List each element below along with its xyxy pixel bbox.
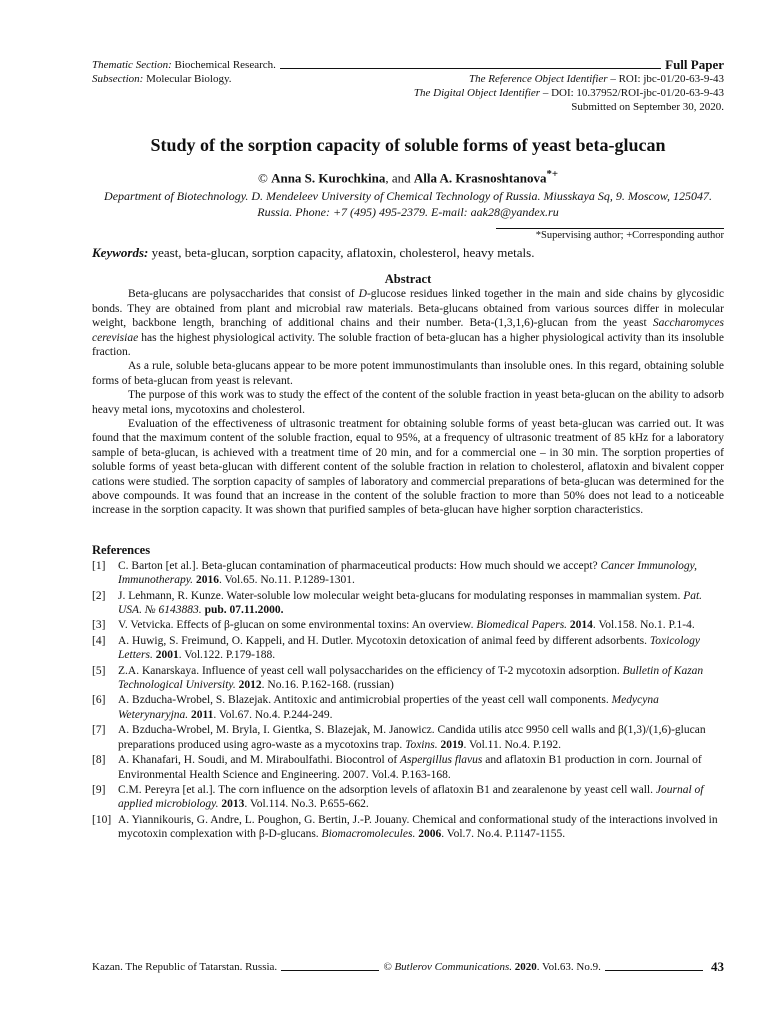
reference-journal: Toxins. bbox=[405, 738, 438, 751]
footer-issue: . Vol.63. No.9. bbox=[536, 961, 601, 973]
reference-journal: Toxicology Letters. bbox=[118, 634, 700, 662]
reference-item bbox=[92, 618, 724, 632]
reference-number: [9] bbox=[92, 783, 106, 796]
reference-item bbox=[92, 753, 724, 782]
reference-authors-title: C. Barton [et al.]. Beta-glucan contamination of pharmaceutical products: How much should we accept? bbox=[118, 559, 601, 572]
subsection-row bbox=[92, 72, 724, 86]
subsection-value: Molecular Biology. bbox=[146, 73, 232, 85]
reference-item bbox=[92, 589, 724, 618]
abstract-paragraph-2: As a rule, soluble beta-glucans appear to be more potent immunostimulants than insoluble ones. In this regard, obtaining soluble forms of beta-glucan from yeast is relevant. bbox=[92, 360, 724, 387]
reference-authors-title: Z.A. Kanarskaya. Influence of yeast cell wall polysaccharides on the efficiency of T-2 mycotoxin adsorption. bbox=[118, 664, 623, 677]
abstract-body bbox=[92, 287, 724, 518]
reference-journal: Aspergillus flavus bbox=[400, 754, 483, 767]
reference-journal: Medycyna Weterynaryjna. bbox=[118, 694, 659, 721]
abstract-p1-text-a: Beta-glucans are polysaccharides that consist of bbox=[128, 288, 359, 301]
reference-text bbox=[118, 753, 724, 782]
reference-journal: Bulletin of Kazan Technological University. bbox=[118, 664, 704, 692]
abstract-paragraph-4: Evaluation of the effectiveness of ultrasonic treatment for obtaining soluble forms of yeast beta-glucan was carried out. It was found that the maximum content of the soluble fraction, equal to 95%, at a frequency of ultrasonic treatment of 85 kHz for a laboratory sample of beta-glucan, is achieved with a treatment time of 20 min, and for a commercial one – in 30 min. The sorption properties of soluble forms of yeast beta-glucan with different content of the soluble fraction in relation to cholesterol, aflatoxin and bivalent copper cations were studied. The sorption capacity of samples of laboratory and commercial preparations of beta-glucan was determined for the above compounds. It was found that an increase in the content of the soluble fraction to more than 50% does not lead to a noticeable increase in the sorption capacity. It was shown that purified samples of beta-glucan have higher sorption characteristics. bbox=[92, 417, 724, 517]
reference-authors-title: A. Bzducha-Wrobel, M. Bryla, I. Gientka, S. Blazejak, M. Janowicz. Candida utilis atcc 9950 cell walls and β(1,3)/(1,6)-glucan preparations produced using agro-waste as a mycotoxins trap. bbox=[118, 724, 706, 751]
abstract-paragraph-1 bbox=[92, 287, 724, 359]
reference-item bbox=[92, 723, 724, 752]
doi-row bbox=[92, 86, 724, 100]
reference-text bbox=[118, 589, 724, 618]
affiliation: Department of Biotechnology. D. Mendeleev University of Chemical Technology of Russia. Miusskaya Sq, 9. Moscow, 125047. Russia. Phone: +7 (495) 495-2379. E-mail: aak28@yandex.ru bbox=[104, 189, 712, 220]
paper-page bbox=[92, 58, 724, 842]
abstract-p1-text-b: -glucose residues linked together in the main and side chains by glycosidic bonds. They are obtained from plant and microbial raw materials. Beta-glucans obtained from various sources differ in molecular weight, backbone length, branching of additional chains and their number. Beta-(1,3,1,6)-glucan from the yeast bbox=[92, 288, 724, 330]
footer-location: Kazan. The Republic of Tatarstan. Russia. bbox=[92, 961, 278, 973]
abstract-title: Abstract bbox=[384, 272, 432, 287]
reference-number: [2] bbox=[92, 589, 106, 602]
reference-text bbox=[118, 664, 724, 693]
reference-authors-title: V. Vetvicka. Effects of β-glucan on some environmental toxins: An overview. bbox=[118, 619, 477, 632]
reference-number: [6] bbox=[92, 694, 106, 707]
reference-journal: Pat. USA. № 6143883. bbox=[118, 589, 703, 617]
author-marks: *+ bbox=[546, 168, 559, 180]
reference-details: . Vol.158. No.1. P.1-4. bbox=[592, 619, 695, 632]
reference-year: 2014 bbox=[567, 619, 593, 632]
reference-number: [1] bbox=[92, 559, 106, 572]
reference-text bbox=[118, 813, 724, 842]
reference-details: . Vol.67. No.4. P.244-249. bbox=[213, 708, 333, 721]
reference-number: [3] bbox=[92, 619, 106, 632]
reference-details: . No.16. P.162-168. (russian) bbox=[261, 679, 394, 692]
keywords-text: yeast, beta-glucan, sorption capacity, aflatoxin, cholesterol, heavy metals. bbox=[151, 245, 535, 261]
abstract-p1-d: D bbox=[358, 288, 367, 301]
reference-details: and aflatoxin B1 production in corn. Journal of Environmental Health Science and Engineering. 2007. Vol.4. P.163-168. bbox=[118, 754, 702, 781]
reference-year: 2001 bbox=[152, 649, 179, 662]
doi-label: The Digital Object Identifier bbox=[413, 87, 541, 99]
reference-year: 2016 bbox=[193, 574, 219, 587]
reference-number: [5] bbox=[92, 664, 106, 677]
reference-details: . Vol.122. P.179-188. bbox=[178, 649, 276, 662]
reference-text bbox=[118, 723, 724, 752]
reference-year: pub. 07.11.2000. bbox=[201, 604, 284, 617]
reference-item bbox=[92, 559, 724, 588]
reference-item bbox=[92, 634, 724, 663]
footer-rule-2 bbox=[605, 970, 703, 971]
reference-item bbox=[92, 783, 724, 812]
footer-year: 2020 bbox=[514, 961, 537, 973]
full-paper-label: Full Paper bbox=[665, 57, 724, 72]
abstract-p1-species: Saccharomyces cerevisiae bbox=[92, 317, 724, 344]
reference-year: 2012 bbox=[235, 679, 262, 692]
submitted-date: Submitted on September 30, 2020. bbox=[571, 101, 724, 113]
footer-rule-1 bbox=[281, 970, 379, 971]
reference-number: [7] bbox=[92, 724, 106, 737]
reference-authors-title: A. Yiannikouris, G. Andre, L. Poughon, G. Bertin, J.-P. Jouany. Chemical and conformational study of the interactions involved in mycotoxin complexation with β-D-glucans. bbox=[118, 813, 718, 841]
reference-text bbox=[118, 618, 724, 632]
thematic-value: Biochemical Research. bbox=[174, 59, 276, 71]
page-footer bbox=[92, 960, 724, 974]
reference-journal: Biomedical Papers. bbox=[476, 619, 568, 632]
author-footnote: *Supervising author; +Corresponding author bbox=[535, 230, 724, 242]
reference-year: 2013 bbox=[218, 798, 245, 811]
page-number: 43 bbox=[711, 959, 725, 974]
abstract-p1-text-c: has the highest physiological activity. The soluble fraction of beta-glucan has a higher physiological activity than its insoluble fraction. bbox=[92, 331, 724, 358]
authors-and: , and bbox=[385, 170, 411, 186]
references-list bbox=[92, 559, 724, 842]
author-1: Anna S. Kurochkina bbox=[271, 170, 386, 186]
roi-value: – ROI: jbc-01/20-63-9-43 bbox=[610, 73, 724, 85]
reference-year: 2006 bbox=[415, 828, 442, 841]
authors-line bbox=[92, 166, 724, 186]
reference-authors-title: A. Bzducha-Wrobel, S. Blazejak. Antitoxic and antimicrobial properties of the yeast cell wall components. bbox=[118, 694, 612, 707]
reference-number: [8] bbox=[92, 754, 106, 767]
reference-details: . Vol.7. No.4. P.1147-1155. bbox=[441, 828, 566, 841]
doi-value: – DOI: 10.37952/ROI-jbc-01/20-63-9-43 bbox=[542, 87, 724, 99]
reference-text bbox=[118, 783, 724, 812]
reference-authors-title: J. Lehmann, R. Kunze. Water-soluble low molecular weight beta-glucans for modulating responses in mammalian system. bbox=[118, 589, 684, 602]
references-title: References bbox=[92, 542, 151, 557]
reference-details: . Vol.65. No.11. P.1289-1301. bbox=[218, 574, 355, 587]
keywords-label: Keywords: bbox=[92, 245, 149, 261]
abstract-paragraph-3: The purpose of this work was to study the effect of the content of the soluble fraction in yeast beta-glucan on the ability to adsorb heavy metal ions, mycotoxins and cholesterol. bbox=[92, 389, 724, 416]
reference-year: 2011 bbox=[188, 708, 214, 721]
author-2: Alla A. Krasnoshtanova bbox=[413, 170, 547, 186]
reference-text bbox=[118, 693, 724, 722]
reference-authors-title: A. Khanafari, H. Soudi, and M. Miraboulfathi. Biocontrol of bbox=[118, 754, 401, 767]
copyright-symbol: © bbox=[257, 170, 268, 186]
reference-item bbox=[92, 693, 724, 722]
reference-item bbox=[92, 813, 724, 842]
reference-number: [4] bbox=[92, 634, 106, 647]
reference-item bbox=[92, 664, 724, 693]
reference-number: [10] bbox=[92, 813, 112, 826]
header-rule bbox=[280, 68, 661, 69]
thematic-label: Thematic Section: bbox=[92, 59, 172, 71]
keywords bbox=[92, 245, 724, 261]
reference-details: . Vol.114. No.3. P.655-662. bbox=[244, 798, 369, 811]
reference-journal: Cancer Immunology, Immunotherapy. bbox=[118, 559, 697, 587]
reference-text bbox=[118, 559, 724, 588]
paper-title: Study of the sorption capacity of soluble forms of yeast beta-glucan bbox=[150, 135, 666, 155]
reference-journal: Journal of applied microbiology. bbox=[118, 783, 704, 811]
reference-year: 2019 bbox=[437, 738, 464, 751]
subsection-label: Subsection: bbox=[92, 73, 144, 85]
reference-authors-title: A. Huwig, S. Freimund, O. Kappeli, and H. Dutler. Mycotoxin detoxication of animal feed by different adsorbents. bbox=[118, 634, 650, 647]
reference-authors-title: C.M. Pereyra [et al.]. The corn influence on the adsorption levels of aflatoxin B1 and zearalenone by yeast cell wall. bbox=[118, 783, 656, 796]
roi-label: The Reference Object Identifier bbox=[469, 73, 608, 85]
thematic-section-row bbox=[92, 58, 724, 72]
reference-text bbox=[118, 634, 724, 663]
reference-details: . Vol.11. No.4. P.192. bbox=[463, 738, 562, 751]
reference-journal: Biomacromolecules. bbox=[321, 828, 416, 841]
footer-journal: © Butlerov Communications. bbox=[383, 961, 512, 973]
